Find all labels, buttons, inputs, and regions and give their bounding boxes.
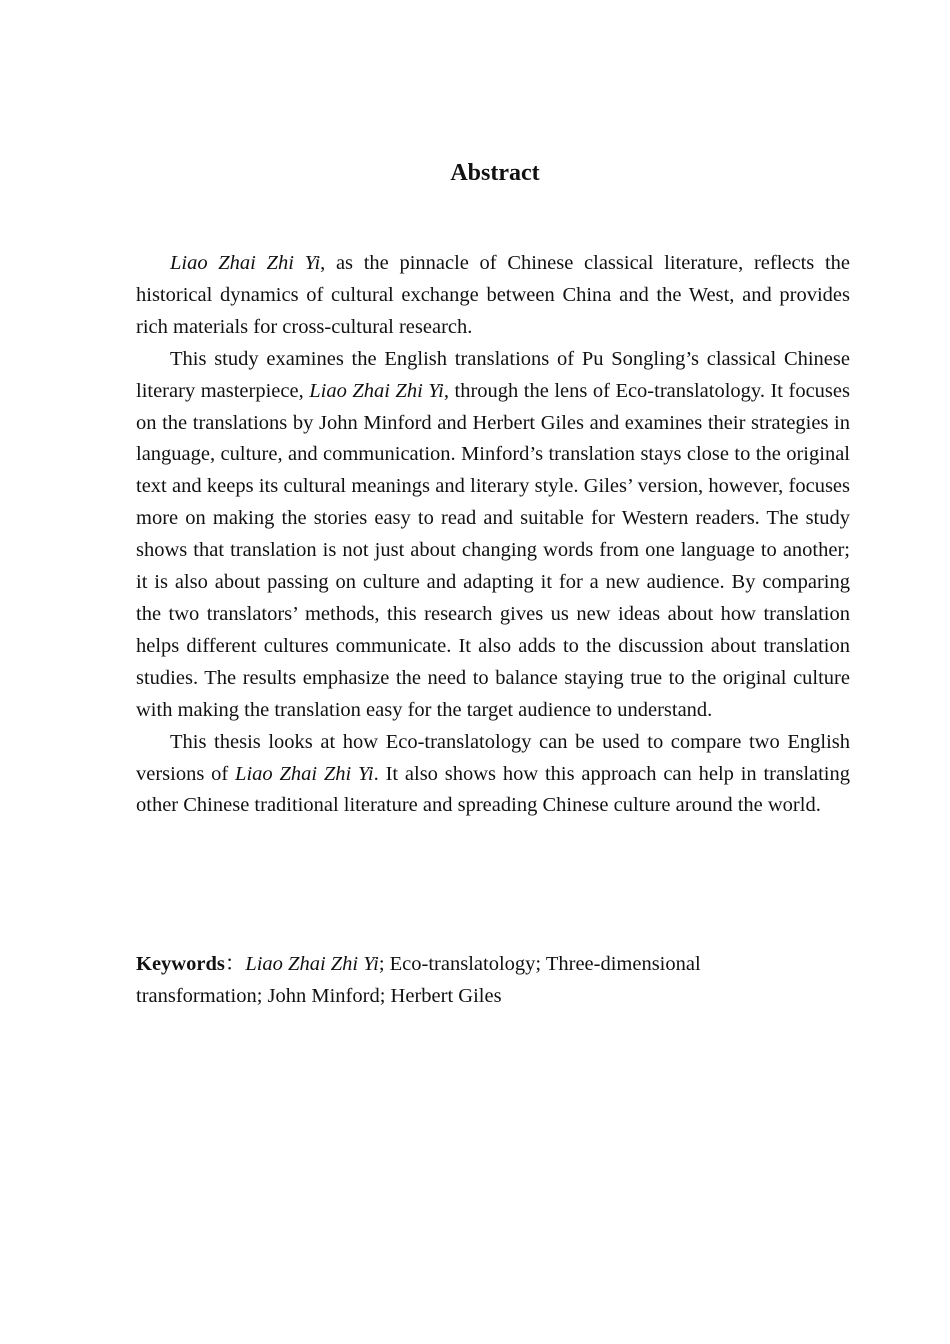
abstract-paragraph-2 bbox=[136, 344, 850, 727]
keyword-separator: ; bbox=[379, 984, 391, 1007]
keywords-colon: ： bbox=[224, 953, 246, 975]
book-title: Liao Zhai Zhi Yi bbox=[235, 762, 374, 785]
paragraph-text: , as the pinnacle of Chinese classical literature, reflects the historical dynamics of cultural exchange between China and the West, and provides rich materials for cross-cultural research. bbox=[136, 252, 850, 338]
abstract-title-text: Abstract bbox=[450, 160, 540, 186]
book-title: Liao Zhai Zhi Yi bbox=[170, 252, 321, 274]
abstract-paragraph-3 bbox=[136, 727, 850, 823]
keywords-label: Keywords bbox=[136, 953, 225, 975]
paragraph-text: This thesis looks at how Eco-translatology can be used to compare two English versions of bbox=[136, 730, 850, 785]
keyword-separator: ; bbox=[256, 984, 268, 1007]
abstract-paragraph-1 bbox=[136, 248, 850, 344]
keyword-item: John Minford bbox=[267, 984, 380, 1007]
keyword-item: Three-dimensional transformation bbox=[136, 953, 701, 1007]
abstract-body bbox=[136, 248, 850, 822]
keyword-separator: ; bbox=[378, 953, 390, 975]
paragraph-text: , through the lens of Eco-translatology. It focuses on the translations by John Minford and Herbert Giles and examines their strategies in language, culture, and communication. Minford’s translation stays close to the original text and keeps its cultural meanings and literary style. Giles’ version, however, focuses more on making the stories easy to read and suitable for Western readers. The study shows that translation is not just about changing words from one language to another; it is also about passing on culture and adapting it for a new audience. By comparing the two translators’ methods, this research gives us new ideas about how translation helps different cultures communicate. It also adds to the discussion about translation studies. The results emphasize the need to balance staying true to the original culture with making the translation easy for the target audience to understand. bbox=[136, 379, 850, 721]
keyword-item: Liao Zhai Zhi Yi bbox=[245, 953, 379, 975]
keywords-line bbox=[136, 949, 796, 1012]
book-title: Liao Zhai Zhi Yi bbox=[309, 379, 444, 402]
keyword-item: Eco-translatology bbox=[389, 953, 536, 975]
keyword-separator: ; bbox=[535, 953, 546, 975]
abstract-title bbox=[136, 157, 850, 189]
paragraph-text: This study examines the English translations of Pu Songling’s classical Chinese literary masterpiece, bbox=[136, 347, 850, 402]
keyword-item: Herbert Giles bbox=[390, 984, 502, 1007]
paragraph-text: . It also shows how this approach can help in translating other Chinese traditional literature and spreading Chinese culture around the world. bbox=[136, 762, 851, 817]
